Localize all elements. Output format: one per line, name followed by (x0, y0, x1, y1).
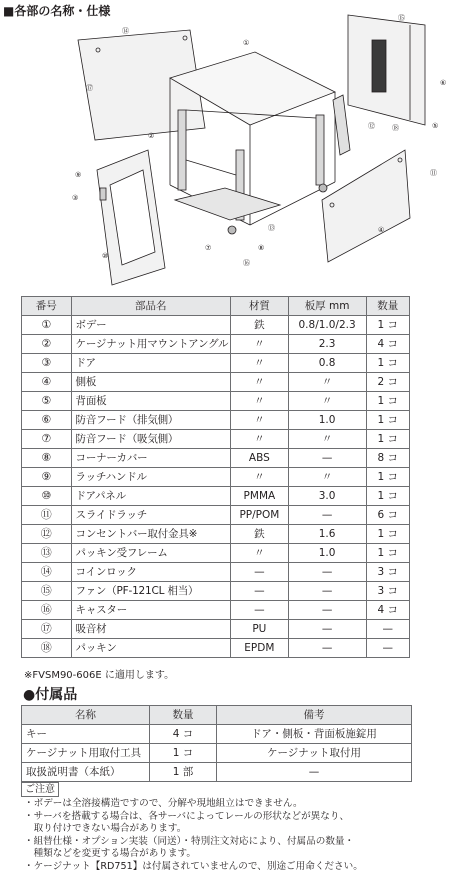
accessories-header-row (22, 706, 412, 725)
part-number: ⑰ (22, 620, 72, 639)
callout-label: ⑨ (75, 171, 82, 179)
part-name: 側板 (71, 373, 231, 392)
part-name: スライドラッチ (71, 506, 231, 525)
part-quantity: 4 コ (366, 601, 410, 620)
table-row (22, 601, 410, 620)
table-row (22, 763, 412, 782)
note-line: ・サーバを搭載する場合は、各サーバによってレールの形状などが異なり、 (24, 810, 350, 822)
part-material: 〃 (231, 544, 289, 563)
part-name: 防音フード（排気側） (71, 411, 231, 430)
part-number: ⑨ (22, 468, 72, 487)
header-material: 材質 (231, 297, 289, 316)
part-quantity: — (366, 620, 410, 639)
accessory-name: 取扱説明書（本紙） (22, 763, 150, 782)
table-row (22, 525, 410, 544)
table-row (22, 449, 410, 468)
callout-label: ④ (378, 226, 385, 234)
part-thickness: 1.0 (288, 544, 366, 563)
part-number: ① (22, 316, 72, 335)
part-name: パッキン (71, 639, 231, 658)
part-thickness: 〃 (288, 392, 366, 411)
callout-label: ⑭ (122, 27, 129, 35)
part-quantity: — (366, 639, 410, 658)
part-material: — (231, 563, 289, 582)
part-thickness: — (288, 582, 366, 601)
part-number: ⑩ (22, 487, 72, 506)
part-thickness: — (288, 506, 366, 525)
table-row (22, 639, 410, 658)
part-quantity: 3 コ (366, 582, 410, 601)
table-row (22, 744, 412, 763)
part-number: ⑥ (22, 411, 72, 430)
rack-exploded-illustration (0, 0, 451, 290)
part-name: ケージナット用マウントアングル (71, 335, 231, 354)
part-name: ラッチハンドル (71, 468, 231, 487)
part-thickness: — (288, 449, 366, 468)
part-thickness: 2.3 (288, 335, 366, 354)
part-material: 鉄 (231, 316, 289, 335)
part-material: — (231, 582, 289, 601)
part-thickness: 0.8/1.0/2.3 (288, 316, 366, 335)
table-row (22, 620, 410, 639)
part-name: ファン（PF-121CL 相当） (71, 582, 231, 601)
callout-label: ⑰ (86, 84, 93, 92)
table-row (22, 316, 410, 335)
part-quantity: 6 コ (366, 506, 410, 525)
part-material: — (231, 601, 289, 620)
part-number: ⑦ (22, 430, 72, 449)
part-number: ⑯ (22, 601, 72, 620)
part-material: PMMA (231, 487, 289, 506)
part-number: ⑭ (22, 563, 72, 582)
callout-label: ⑬ (268, 224, 275, 232)
part-quantity: 4 コ (366, 335, 410, 354)
table-row (22, 487, 410, 506)
part-quantity: 1 コ (366, 392, 410, 411)
note-line: 種類などを変更する場合があります。 (24, 848, 196, 860)
part-number: ⑱ (22, 639, 72, 658)
callout-label: ⑩ (102, 252, 109, 260)
accessory-name: ケージナット用取付工具 (22, 744, 150, 763)
callout-label: ⑫ (368, 122, 375, 130)
header-part-name: 部品名 (71, 297, 231, 316)
part-material: 〃 (231, 468, 289, 487)
part-material: 〃 (231, 354, 289, 373)
part-thickness: — (288, 620, 366, 639)
callout-label: ③ (72, 194, 79, 202)
callout-label: ⑦ (205, 244, 212, 252)
part-material: 〃 (231, 430, 289, 449)
part-name: コインロック (71, 563, 231, 582)
callout-label: ⑯ (243, 259, 250, 267)
note-line: ・ボデーは全溶接構造ですので、分解や現地組立はできません。 (24, 798, 303, 809)
header-quantity: 数量 (366, 297, 410, 316)
part-name: 防音フード（吸気側） (71, 430, 231, 449)
table-row (22, 430, 410, 449)
part-name: 背面板 (71, 392, 231, 411)
part-name: ボデー (71, 316, 231, 335)
part-quantity: 3 コ (366, 563, 410, 582)
part-thickness: 0.8 (288, 354, 366, 373)
table-row (22, 582, 410, 601)
part-name: コーナーカバー (71, 449, 231, 468)
part-name: ドアパネル (71, 487, 231, 506)
accessory-name: キー (22, 725, 150, 744)
accessory-quantity: 4 コ (150, 725, 217, 744)
part-number: ⑬ (22, 544, 72, 563)
part-name: 吸音材 (71, 620, 231, 639)
part-thickness: 1.0 (288, 411, 366, 430)
header-quantity: 数量 (150, 706, 217, 725)
header-name: 名称 (22, 706, 150, 725)
part-quantity: 1 コ (366, 525, 410, 544)
part-quantity: 1 コ (366, 544, 410, 563)
part-quantity: 1 コ (366, 316, 410, 335)
part-number: ④ (22, 373, 72, 392)
callout-label: ⑱ (392, 124, 399, 132)
part-number: ⑪ (22, 506, 72, 525)
accessory-remark: ドア・側板・背面板施錠用 (217, 725, 412, 744)
header-number: 番号 (22, 297, 72, 316)
part-number: ③ (22, 354, 72, 373)
table-row (22, 468, 410, 487)
table-row (22, 392, 410, 411)
accessory-quantity: 1 部 (150, 763, 217, 782)
accessories-title: ●付属品 (23, 687, 78, 703)
part-number: ⑧ (22, 449, 72, 468)
table-row (22, 373, 410, 392)
note-line: ・ケージナット【RD751】は付属されていませんので、別途ご用命ください。 (24, 860, 363, 872)
note-line: ・組替仕様・オプション実装（同送）・特別注文対応により、付属品の数量・ (24, 835, 355, 847)
part-material: 〃 (231, 373, 289, 392)
parts-spec-table (21, 296, 410, 658)
accessory-remark: ケージナット取付用 (217, 744, 412, 763)
part-material: 〃 (231, 392, 289, 411)
notes-list (24, 798, 449, 874)
note-line: 取り付けできない場合があります。 (24, 823, 187, 835)
part-quantity: 2 コ (366, 373, 410, 392)
part-thickness: 3.0 (288, 487, 366, 506)
table-row (22, 411, 410, 430)
part-quantity: 1 コ (366, 411, 410, 430)
part-thickness: 〃 (288, 430, 366, 449)
part-quantity: 1 コ (366, 430, 410, 449)
callout-label: ⑪ (430, 169, 437, 177)
table-row (22, 354, 410, 373)
table-row (22, 335, 410, 354)
part-name: キャスター (71, 601, 231, 620)
callout-label: ⑧ (258, 244, 265, 252)
part-thickness: 〃 (288, 468, 366, 487)
callout-label: ⑮ (398, 14, 405, 22)
part-quantity: 1 コ (366, 468, 410, 487)
part-thickness: — (288, 601, 366, 620)
part-material: ABS (231, 449, 289, 468)
part-number: ⑮ (22, 582, 72, 601)
callout-label: ② (148, 132, 155, 140)
table-row (22, 506, 410, 525)
header-thickness: 板厚 mm (288, 297, 366, 316)
part-material: 鉄 (231, 525, 289, 544)
part-quantity: 1 コ (366, 354, 410, 373)
part-material: 〃 (231, 335, 289, 354)
notes-title: ご注意 (21, 782, 59, 797)
part-thickness: 〃 (288, 373, 366, 392)
accessories-table (21, 705, 412, 782)
part-quantity: 8 コ (366, 449, 410, 468)
part-name: パッキン受フレーム (71, 544, 231, 563)
part-thickness: — (288, 563, 366, 582)
part-thickness: 1.6 (288, 525, 366, 544)
part-quantity: 1 コ (366, 487, 410, 506)
part-name: コンセントバー取付金具※ (71, 525, 231, 544)
part-material: PU (231, 620, 289, 639)
page-title: ■各部の名称・仕様 (3, 4, 111, 18)
part-name: ドア (71, 354, 231, 373)
part-number: ② (22, 335, 72, 354)
part-number: ⑤ (22, 392, 72, 411)
callout-label: ⑥ (440, 79, 447, 87)
table-row (22, 563, 410, 582)
rear-panel (348, 15, 425, 125)
part-number: ⑫ (22, 525, 72, 544)
accessory-quantity: 1 コ (150, 744, 217, 763)
accessory-remark: — (217, 763, 412, 782)
header-remarks: 備考 (217, 706, 412, 725)
parts-footnote: ※FVSM90-606E に適用します。 (24, 670, 175, 681)
callout-label: ① (243, 39, 250, 47)
parts-header-row (22, 297, 410, 316)
part-material: PP/POM (231, 506, 289, 525)
part-material: EPDM (231, 639, 289, 658)
table-row (22, 725, 412, 744)
part-thickness: — (288, 639, 366, 658)
table-row (22, 544, 410, 563)
callout-label: ⑤ (432, 122, 439, 130)
part-material: 〃 (231, 411, 289, 430)
